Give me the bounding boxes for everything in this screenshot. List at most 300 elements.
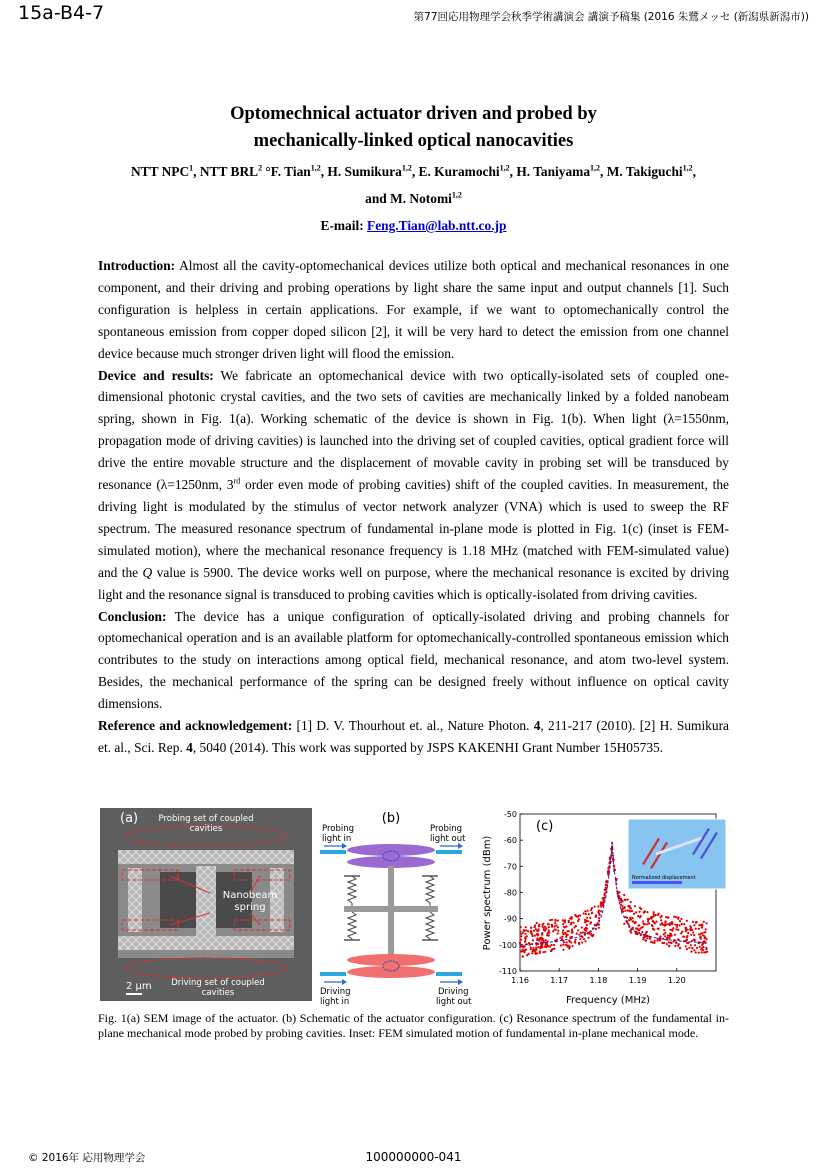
measured-point: [690, 951, 692, 953]
measured-point: [686, 942, 688, 944]
measured-point: [524, 941, 526, 943]
measured-point: [680, 932, 682, 934]
measured-point: [688, 947, 690, 949]
measured-point: [561, 936, 563, 938]
measured-point: [706, 951, 708, 953]
measured-point: [618, 891, 620, 893]
y-axis-ticks: [499, 810, 523, 976]
measured-point: [588, 937, 590, 939]
measured-point: [615, 879, 617, 881]
title-line-1: Optomechnical actuator driven and probed by: [230, 104, 597, 124]
measured-point: [574, 941, 576, 943]
measured-point: [524, 933, 526, 935]
measured-point: [532, 947, 534, 949]
measured-point: [586, 917, 588, 919]
introduction-text: Almost all the cavity-optomechanical devices utilize both optical and mechanical resonances in one component, and their driving and probing operations by light share the same input and output channels [1]. Such configuration is helpless in certain applications. For example, if we want to optomechanically control the spontaneous emission from copper doped silicon [2], it will be very hard to detect the emission from one channel device because much stronger driven light will flood the emission.: [98, 258, 729, 361]
reference-text-2: , 211-217 (2010). [2] H. Sumikura et. al., Sci. Rep.: [98, 718, 729, 755]
left-truss: [128, 868, 142, 932]
measured-point: [633, 913, 635, 915]
author-3-affil: 1,2: [499, 163, 510, 173]
measured-point: [632, 920, 634, 922]
measured-point: [590, 921, 592, 923]
paper-title: [0, 101, 827, 155]
x-tick-label: 1.18: [589, 976, 608, 985]
measured-point: [649, 938, 651, 940]
measured-point: [664, 935, 666, 937]
measured-point: [588, 913, 590, 915]
measured-point: [591, 912, 593, 914]
measured-point: [695, 928, 697, 930]
measured-point: [600, 906, 602, 908]
measured-point: [686, 935, 688, 937]
measured-point: [554, 920, 556, 922]
measured-point: [703, 931, 705, 933]
reference-volume-1: 4: [533, 718, 541, 734]
measured-point: [702, 941, 704, 943]
device-text-1: We fabricate an optomechanical device with two optically-isolated sets of coupled one-dimensional photonic crystal cavities, and the two sets of cavities are mechanically linked by a folded nanobeam spring, shown in Fig. 1(a). Working schematic of the device is shown in Fig. 1(b). When light (λ=1550nm, propagation mode of driving cavities) is launched into the driving set of coupled cavities, optical gradient force will drive the entire movable structure and the displacement of movable cavity in probing set will be transduced by resonance (λ=1250nm, 3: [98, 367, 729, 493]
x-tick-label: 1.19: [628, 976, 647, 985]
measured-point: [661, 922, 663, 924]
measured-point: [683, 936, 685, 938]
measured-point: [551, 944, 553, 946]
measured-point: [653, 921, 655, 923]
spring-bottom-right: [426, 912, 434, 940]
measured-point: [528, 953, 530, 955]
reference-text-1: [1] D. V. Thourhout et. al., Nature Photon.: [292, 718, 534, 734]
measured-point: [568, 940, 570, 942]
measured-point: [698, 933, 700, 935]
measured-point: [605, 887, 607, 889]
measured-point: [663, 942, 665, 944]
measured-point: [612, 855, 614, 857]
conference-header: 第77回応用物理学会秋季学術講演会 講演予稿集 (2016 朱鷺メッセ (新潟県新潟市)): [413, 11, 809, 23]
device-text-2: order even mode of probing cavities) shift of the coupled cavities. In measurement, the driving light is modulated by the stimulus of vector network analyzer (VNA) which is used to sweep the RF spectrum. The measured resonance spectrum of fundamental in-plane mode is plotted in Fig. 1(c) (inset is FEM-simulated motion), where the mechanical resonance frequency is 1.18 MHz (matched with FEM-simulated value) and the: [98, 477, 729, 580]
measured-point: [563, 941, 565, 943]
measured-point: [685, 927, 687, 929]
conclusion-text: The device has a unique configuration of optically-isolated driving and probing channels for optomechanical operation and is an available platform for optomechanically-controlled spontaneous emission which contributes to the study on interactions among optical field, mechanical resonance, and atom two-level system. Besides, the mechanical performance of the spring can be designed freely without influence on optical cavity dimensions.: [98, 608, 729, 712]
measured-point: [583, 938, 585, 940]
measured-point: [632, 917, 634, 919]
measured-point: [557, 932, 559, 934]
measured-point: [523, 945, 525, 947]
measured-point: [706, 922, 708, 924]
measured-point: [598, 912, 600, 914]
measured-point: [624, 910, 626, 912]
measured-point: [638, 924, 640, 926]
measured-point: [583, 912, 585, 914]
author-list: [90, 158, 737, 212]
measured-point: [634, 905, 636, 907]
measured-point: [562, 929, 564, 931]
measured-point: [701, 951, 703, 953]
measured-point: [665, 916, 667, 918]
author-2: , H. Sumikura: [320, 164, 402, 179]
measured-point: [570, 922, 572, 924]
measured-point: [705, 928, 707, 930]
measured-point: [546, 944, 548, 946]
measured-point: [525, 929, 527, 931]
spring-top-left: [348, 876, 356, 906]
measured-point: [635, 933, 637, 935]
driving-cavity-top: [347, 954, 435, 966]
measured-point: [642, 920, 644, 922]
measured-point: [650, 917, 652, 919]
measured-point: [694, 939, 696, 941]
measured-point: [693, 924, 695, 926]
paper-body: [98, 255, 729, 759]
measured-point: [580, 932, 582, 934]
measured-point: [673, 916, 675, 918]
measured-point: [700, 936, 702, 938]
measured-point: [648, 922, 650, 924]
spectrum-chart: [480, 808, 728, 1008]
measured-point: [681, 923, 683, 925]
measured-point: [544, 926, 546, 928]
measured-point: [551, 924, 553, 926]
nanobeam-label-2: spring: [234, 902, 266, 913]
x-tick-label: 1.17: [550, 976, 569, 985]
measured-point: [623, 894, 625, 896]
paper-code: 15a-B4-7: [18, 2, 105, 24]
measured-point: [542, 923, 544, 925]
driving-out-waveguide: [436, 972, 462, 976]
measured-point: [541, 938, 543, 940]
measured-point: [627, 899, 629, 901]
measured-point: [581, 926, 583, 928]
measured-point: [679, 947, 681, 949]
measured-point: [693, 949, 695, 951]
measured-point: [536, 937, 538, 939]
measured-point: [628, 909, 630, 911]
measured-point: [586, 924, 588, 926]
measured-point: [701, 947, 703, 949]
author-5-affil: 1,2: [682, 163, 693, 173]
measured-point: [525, 949, 527, 951]
measured-point: [574, 914, 576, 916]
measured-point: [562, 949, 564, 951]
measured-point: [602, 902, 604, 904]
measured-point: [557, 926, 559, 928]
measured-point: [620, 901, 622, 903]
measured-point: [690, 928, 692, 930]
introduction-heading: Introduction:: [98, 258, 176, 273]
author-3: , E. Kuramochi: [411, 164, 500, 179]
driving-out-label-1: Driving: [438, 987, 469, 997]
measured-point: [530, 930, 532, 932]
measured-point: [654, 940, 656, 942]
measured-point: [676, 926, 678, 928]
measured-point: [677, 918, 679, 920]
x-tick-label: 1.20: [667, 976, 686, 985]
measured-point: [533, 926, 535, 928]
measured-point: [623, 923, 625, 925]
measured-point: [698, 952, 700, 954]
measured-point: [657, 913, 659, 915]
q-symbol: Q: [142, 564, 153, 580]
measured-point: [698, 924, 700, 926]
measured-point: [541, 932, 543, 934]
measured-point: [680, 918, 682, 920]
y-tick-label: -80: [503, 888, 517, 898]
measured-point: [646, 937, 648, 939]
measured-point: [582, 931, 584, 933]
measured-point: [538, 938, 540, 940]
measured-point: [520, 939, 522, 941]
driving-cavity-bottom: [347, 966, 435, 978]
measured-point: [578, 934, 580, 936]
measured-point: [598, 917, 600, 919]
measured-point: [691, 947, 693, 949]
measured-point: [643, 911, 645, 913]
author-2-affil: 1,2: [401, 163, 412, 173]
measured-point: [686, 948, 688, 950]
measured-point: [560, 944, 562, 946]
presenter-mark: °: [262, 164, 271, 179]
spring-bottom-left: [348, 912, 356, 940]
measured-point: [694, 944, 696, 946]
measured-point: [698, 928, 700, 930]
measured-point: [635, 921, 637, 923]
inset-colorbar-label: Normalized displacement: [632, 875, 696, 881]
measured-point: [520, 926, 522, 928]
conclusion-heading: Conclusion:: [98, 608, 167, 624]
measured-point: [585, 913, 587, 915]
measured-point: [572, 945, 574, 947]
measured-point: [536, 933, 538, 935]
author-separator: ,: [692, 164, 696, 179]
measured-point: [674, 934, 676, 936]
measured-point: [656, 933, 658, 935]
email-link[interactable]: Feng.Tian@lab.ntt.co.jp: [367, 218, 507, 233]
measured-point: [585, 927, 587, 929]
measured-point: [565, 936, 567, 938]
measured-point: [600, 902, 602, 904]
measured-point: [635, 927, 637, 929]
measured-point: [685, 930, 687, 932]
measured-point: [571, 928, 573, 930]
measured-point: [630, 901, 632, 903]
reference-paragraph: [98, 715, 729, 759]
author-6: and M. Notomi: [365, 191, 452, 206]
measured-point: [669, 923, 671, 925]
measured-point: [533, 930, 535, 932]
measured-point: [520, 950, 522, 952]
email-label: E-mail:: [320, 218, 368, 233]
measured-point: [567, 946, 569, 948]
measured-point: [646, 931, 648, 933]
driving-in-label-1: Driving: [320, 987, 351, 997]
measured-point: [675, 928, 677, 930]
measured-point: [612, 860, 614, 862]
measured-point: [530, 927, 532, 929]
measured-point: [637, 915, 639, 917]
x-tick-label: 1.16: [511, 976, 529, 985]
measured-point: [626, 917, 628, 919]
measured-point: [579, 914, 581, 916]
measured-point: [598, 927, 600, 929]
measured-point: [658, 928, 660, 930]
measured-point: [641, 931, 643, 933]
measured-point: [701, 944, 703, 946]
measured-point: [595, 928, 597, 930]
measured-point: [554, 922, 556, 924]
measured-point: [553, 944, 555, 946]
cross-rod: [344, 906, 438, 912]
measured-point: [664, 920, 666, 922]
y-tick-label: -100: [498, 940, 517, 950]
measured-point: [578, 942, 580, 944]
measured-point: [547, 923, 549, 925]
measured-point: [520, 935, 522, 937]
schematic: [318, 808, 478, 1008]
measured-point: [575, 925, 577, 927]
measured-point: [592, 935, 594, 937]
measured-point: [549, 945, 551, 947]
separator: ,: [193, 164, 200, 179]
measured-point: [670, 942, 672, 944]
center-beam: [196, 866, 216, 936]
measured-point: [565, 925, 567, 927]
measured-point: [655, 914, 657, 916]
measured-point: [669, 934, 671, 936]
x-axis-ticks: [511, 968, 686, 985]
spring-top-right: [426, 876, 434, 906]
probing-cavity-top: [347, 844, 435, 856]
measured-point: [624, 899, 626, 901]
measured-point: [587, 910, 589, 912]
author-1-affil: 1,2: [310, 163, 321, 173]
measured-point: [650, 941, 652, 943]
measured-point: [663, 929, 665, 931]
measured-point: [647, 918, 649, 920]
measured-point: [690, 944, 692, 946]
driving-set-label-2: cavities: [201, 988, 235, 998]
affiliation-1: NTT NPC: [131, 164, 190, 179]
measured-point: [557, 920, 559, 922]
measured-point: [548, 926, 550, 928]
measured-point: [537, 946, 539, 948]
measured-point: [671, 923, 673, 925]
measured-point: [590, 933, 592, 935]
measured-point: [701, 925, 703, 927]
measured-point: [653, 911, 655, 913]
measured-point: [577, 920, 579, 922]
measured-point: [562, 923, 564, 925]
probing-out-waveguide: [436, 850, 462, 854]
measured-point: [534, 935, 536, 937]
measured-point: [695, 951, 697, 953]
measured-point: [690, 934, 692, 936]
measured-point: [666, 943, 668, 945]
measured-point: [557, 930, 559, 932]
measured-point: [686, 920, 688, 922]
author-4: , H. Taniyama: [509, 164, 591, 179]
measured-point: [522, 955, 524, 957]
affiliation-1-index: 1: [189, 163, 194, 173]
measured-point: [692, 921, 694, 923]
measured-point: [589, 917, 591, 919]
measured-point: [545, 927, 547, 929]
measured-point: [548, 929, 550, 931]
measured-point: [676, 924, 678, 926]
measured-point: [535, 928, 537, 930]
measured-point: [623, 907, 625, 909]
sem-image-panel: [100, 808, 312, 1001]
y-tick-label: -70: [503, 862, 517, 872]
affiliation-2: NTT BRL: [199, 164, 259, 179]
measured-point: [664, 932, 666, 934]
measured-point: [696, 947, 698, 949]
measured-point: [600, 910, 602, 912]
measured-point: [695, 921, 697, 923]
measured-point: [570, 916, 572, 918]
measured-point: [547, 932, 549, 934]
author-1: F. Tian: [270, 164, 311, 179]
measured-point: [675, 942, 677, 944]
measured-point: [581, 941, 583, 943]
spectrum-chart-panel: [480, 808, 728, 1008]
measured-point: [640, 915, 642, 917]
measured-point: [566, 941, 568, 943]
reference-volume-2: 4: [186, 739, 193, 755]
measured-point: [536, 922, 538, 924]
measured-point: [671, 935, 673, 937]
measured-point: [535, 947, 537, 949]
measured-point: [646, 923, 648, 925]
measured-point: [618, 896, 620, 898]
measured-point: [570, 941, 572, 943]
measured-point: [667, 916, 669, 918]
measured-point: [532, 939, 534, 941]
device-heading: Device and results:: [98, 367, 214, 383]
driving-out-label-2: light out: [436, 997, 472, 1007]
measured-point: [595, 914, 597, 916]
fem-inset: [628, 819, 726, 889]
measured-point: [703, 921, 705, 923]
device-ordinal: rd: [233, 476, 241, 486]
measured-point: [568, 947, 570, 949]
measured-point: [692, 931, 694, 933]
measured-point: [629, 916, 631, 918]
author-6-affil: 1,2: [451, 190, 462, 200]
measured-point: [531, 952, 533, 954]
measured-point: [679, 924, 681, 926]
probing-in-label-1: Probing: [322, 824, 355, 834]
measured-point: [544, 930, 546, 932]
measured-point: [619, 899, 621, 901]
measured-point: [597, 905, 599, 907]
y-tick-label: -90: [503, 914, 517, 924]
measured-point: [679, 920, 681, 922]
measured-point: [579, 938, 581, 940]
measured-point: [671, 930, 673, 932]
measured-point: [683, 923, 685, 925]
measured-point: [631, 910, 633, 912]
measured-point: [603, 894, 605, 896]
measured-point: [605, 880, 607, 882]
measured-point: [629, 930, 631, 932]
measured-point: [702, 949, 704, 951]
measured-point: [638, 929, 640, 931]
measured-point: [701, 932, 703, 934]
measured-point: [674, 945, 676, 947]
measured-point: [568, 920, 570, 922]
measured-point: [699, 946, 701, 948]
measured-point: [549, 919, 551, 921]
figure-caption: Fig. 1(a) SEM image of the actuator. (b) Schematic of the actuator configuration. (c) Resonance spectrum of the fundamental in-plane mechanical mode probed by probing cavities. Inset: FEM simulated motion of fundamental in-plane mechanical mode.: [98, 1011, 729, 1040]
measured-point: [538, 924, 540, 926]
measured-point: [523, 930, 525, 932]
